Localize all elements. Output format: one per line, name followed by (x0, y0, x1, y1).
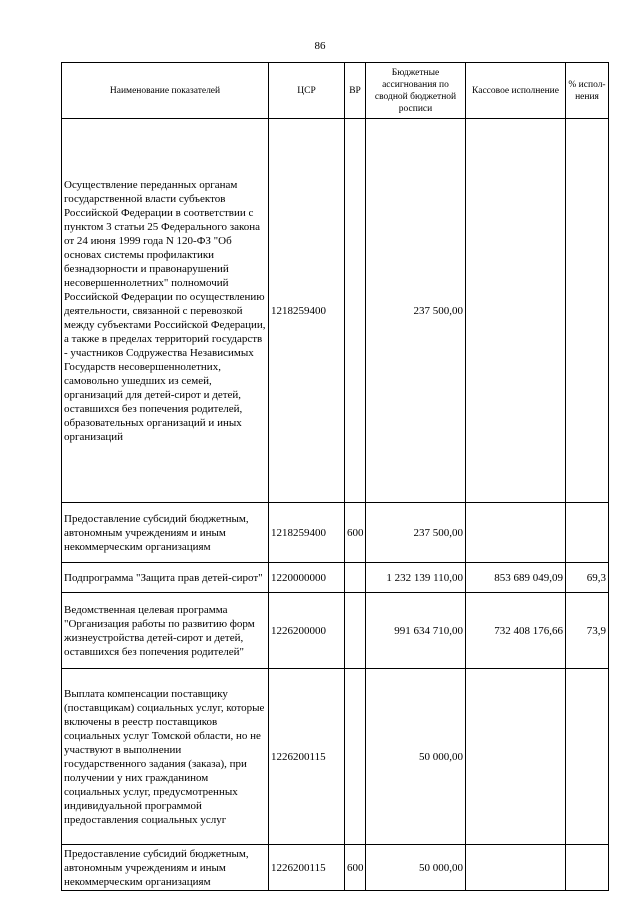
row-allocations: 50 000,00 (366, 845, 466, 891)
header-percent: % испол-нения (566, 63, 609, 119)
row-percent (566, 845, 609, 891)
table-row (62, 563, 609, 593)
row-vr (345, 669, 366, 845)
header-csr: ЦСР (269, 63, 345, 119)
table-row (62, 669, 609, 845)
header-allocations: Бюджетные ассигнования по сводной бюджетной росписи (366, 63, 466, 119)
header-execution: Кассовое исполнение (466, 63, 566, 119)
row-vr: 600 (345, 845, 366, 891)
page-number: 86 (314, 40, 326, 52)
table-row (62, 503, 609, 563)
row-percent: 73,9 (566, 593, 609, 669)
row-allocations: 237 500,00 (366, 503, 466, 563)
row-name: Осуществление переданных органам государственной власти субъектов Российской Федерации в соответствии с пунктом 3 статьи 25 Федерального закона от 24 июня 1999 года N 120-ФЗ "Об основах системы профилактики безнадзорности и правонарушений несовершеннолетних" полномочий Российской Федерации по осуществлению деятельности, связанной с перевозкой между субъектами Российской Федерации, а также в пределах территорий государств - участников Содружества Независимых Государств несовершеннолетних, самовольно ушедших из семей, организаций для детей-сирот и детей, оставшихся без попечения родителей, образовательных организаций и иных организаций (62, 119, 269, 503)
row-execution (466, 845, 566, 891)
row-vr (345, 593, 366, 669)
row-percent (566, 119, 609, 503)
row-vr (345, 563, 366, 593)
table-row (62, 845, 609, 891)
row-allocations: 1 232 139 110,00 (366, 563, 466, 593)
row-vr: 600 (345, 503, 366, 563)
row-execution (466, 503, 566, 563)
table-row (62, 593, 609, 669)
row-percent: 69,3 (566, 563, 609, 593)
row-allocations: 991 634 710,00 (366, 593, 466, 669)
row-name: Предоставление субсидий бюджетным, автономным учреждениям и иным некоммерческим организациям (62, 845, 269, 891)
row-csr: 1226200000 (269, 593, 345, 669)
header-name: Наименование показателей (62, 63, 269, 119)
row-csr: 1226200115 (269, 669, 345, 845)
row-percent (566, 669, 609, 845)
table-row (62, 119, 609, 503)
budget-table (61, 62, 609, 891)
row-allocations: 50 000,00 (366, 669, 466, 845)
row-name: Ведомственная целевая программа "Организация работы по развитию форм жизнеустройства детей-сирот и детей, оставшихся без попечения родителей" (62, 593, 269, 669)
row-name: Предоставление субсидий бюджетным, автономным учреждениям и иным некоммерческим организациям (62, 503, 269, 563)
row-execution: 732 408 176,66 (466, 593, 566, 669)
row-allocations: 237 500,00 (366, 119, 466, 503)
row-vr (345, 119, 366, 503)
header-vr: ВР (345, 63, 366, 119)
row-name: Подпрограмма "Защита прав детей-сирот" (62, 563, 269, 593)
row-csr: 1218259400 (269, 119, 345, 503)
row-csr: 1218259400 (269, 503, 345, 563)
row-csr: 1220000000 (269, 563, 345, 593)
header-row (62, 63, 609, 119)
row-execution (466, 119, 566, 503)
row-name: Выплата компенсации поставщику (поставщикам) социальных услуг, которые включены в реестр поставщиков социальных услуг Томской области, но не участвуют в выполнении государственного задания (заказа), при получении у них гражданином социальных услуг, предусмотренных индивидуальной программой предоставления социальных услуг (62, 669, 269, 845)
row-percent (566, 503, 609, 563)
row-execution: 853 689 049,09 (466, 563, 566, 593)
row-execution (466, 669, 566, 845)
row-csr: 1226200115 (269, 845, 345, 891)
